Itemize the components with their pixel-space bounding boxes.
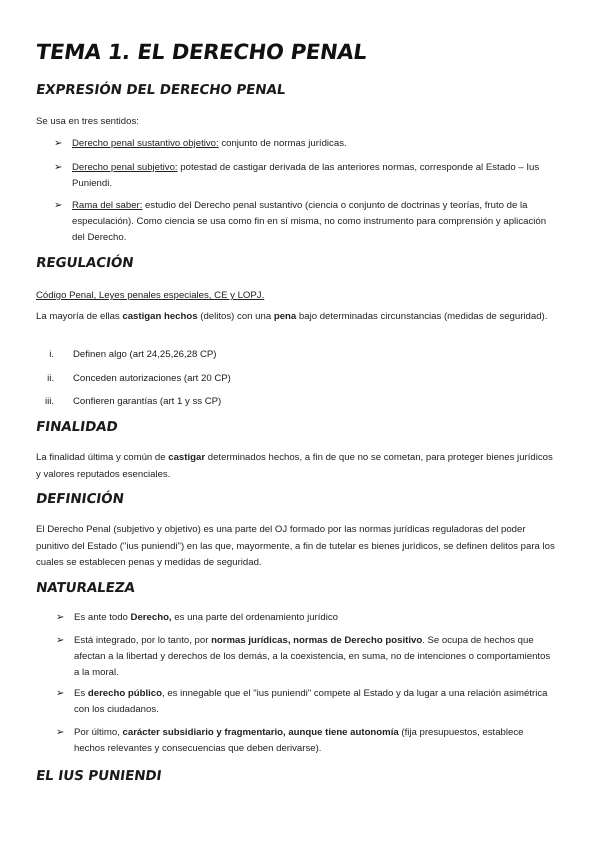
text-run: Está integrado, por lo tanto, por: [74, 635, 212, 646]
arrow-bullet-icon: ➢: [54, 200, 63, 211]
list-item: Confieren garantías (art 1 y ss CP): [73, 396, 222, 407]
text-bold: castigar: [168, 452, 206, 463]
list-number: i.: [49, 349, 54, 360]
arrow-bullet-icon: ➢: [56, 635, 65, 646]
naturaleza-item: [56, 610, 552, 626]
arrow-bullet-icon: ➢: [54, 138, 63, 149]
heading-definicion: DEFINICIÓN: [34, 491, 125, 507]
text-bold: pena: [273, 311, 297, 322]
arrow-bullet-icon: ➢: [54, 162, 63, 173]
text-run: . Se ocupa de hechos que afectan a la libertad y derechos de los demás, a la coexistencia, en suma, no de intenciones o comportamientos a la moral.: [74, 635, 551, 678]
heading-ius-puniendi: EL IUS PUNIENDI: [34, 768, 163, 784]
text-run: La mayoría de ellas: [36, 311, 123, 322]
text-bold: Derecho,: [130, 612, 172, 623]
item-term: Derecho penal subjetivo:: [72, 162, 178, 173]
regulacion-sources: Código Penal, Leyes penales especiales, CE y LOPJ.: [36, 290, 265, 301]
text-bold: carácter subsidiario y fragmentario, aunque tiene autonomía: [122, 727, 399, 738]
heading-expresion: EXPRESIÓN DEL DERECHO PENAL: [34, 82, 287, 98]
regulacion-paragraph: [36, 309, 556, 326]
list-item: Conceden autorizaciones (art 20 CP): [73, 373, 231, 384]
expresion-item: [54, 160, 552, 192]
text-run: bajo determinadas circunstancias (medidas de seguridad).: [296, 311, 548, 322]
naturaleza-item: [56, 686, 552, 718]
text-bold: derecho público: [87, 688, 162, 699]
item-text: potestad de castigar derivada de las anteriores normas, corresponde al Estado – Ius Puniendi.: [72, 162, 540, 189]
text-run: (fija presupuestos, establece hechos relevantes y consecuencias que deben derivarse).: [74, 727, 524, 754]
naturaleza-item: [56, 725, 552, 757]
text-run: , es innegable que el "ius puniendi" compete al Estado y da lugar a una relación asimétrica con los ciudadanos.: [74, 688, 548, 715]
text-bold: normas jurídicas, normas de Derecho positivo: [211, 635, 423, 646]
list-number: iii.: [44, 396, 54, 407]
expresion-intro: Se usa en tres sentidos:: [36, 116, 139, 127]
item-term: Derecho penal sustantivo objetivo:: [72, 138, 219, 149]
text-run: La finalidad última y común de: [36, 452, 169, 463]
expresion-item: [54, 198, 552, 246]
arrow-bullet-icon: ➢: [56, 612, 65, 623]
heading-naturaleza: NATURALEZA: [34, 580, 136, 596]
list-number: ii.: [47, 373, 54, 384]
text-run: (delitos) con una: [197, 311, 274, 322]
expresion-item: [54, 136, 552, 152]
item-term: Rama del saber:: [72, 200, 143, 211]
text-run: determinados hechos, a fin de que no se cometan, para proteger bienes jurídicos y valores reputados esenciales.: [36, 452, 553, 480]
list-item: Definen algo (art 24,25,26,28 CP): [73, 349, 217, 360]
heading-finalidad: FINALIDAD: [34, 419, 119, 435]
finalidad-paragraph: [36, 450, 556, 483]
naturaleza-item: [56, 633, 552, 681]
text-run: es una parte del ordenamiento jurídico: [171, 612, 339, 623]
definicion-paragraph: El Derecho Penal (subjetivo y objetivo) es una parte del OJ formado por las normas jurídicas reguladoras del poder punitivo del Estado ("ius puniendi") en las que, mayormente, a fin de tutelar es bienes jurídicos, se definen delitos para los cuales se establecen penas y medidas de seguridad.: [36, 524, 555, 568]
item-text: estudio del Derecho penal sustantivo (ciencia o conjunto de doctrinas y teorías, fruto de la especulación). Como ciencia se usa como fin en sí misma, no como instrumento para comprensión y aplicación del Derecho.: [72, 200, 547, 243]
page-title: TEMA 1. EL DERECHO PENAL: [34, 40, 369, 64]
text-bold: castigan hechos: [122, 311, 198, 322]
text-run: Es: [74, 688, 88, 699]
text-run: Por último,: [74, 727, 123, 738]
heading-regulacion: REGULACIÓN: [34, 255, 135, 271]
text-run: Es ante todo: [74, 612, 131, 623]
arrow-bullet-icon: ➢: [56, 727, 65, 738]
item-text: conjunto de normas jurídicas.: [218, 138, 347, 149]
arrow-bullet-icon: ➢: [56, 688, 65, 699]
